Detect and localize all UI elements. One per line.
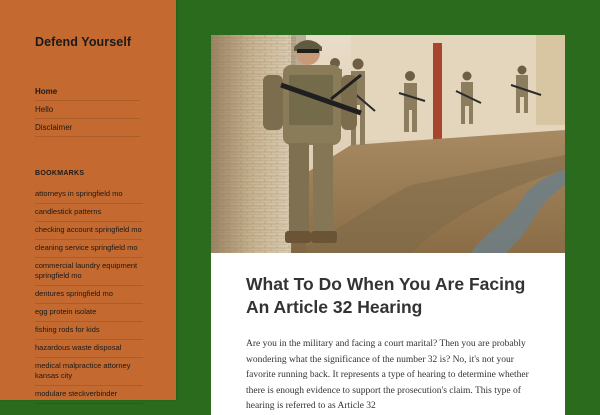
bookmark-link[interactable]: checking account springfield mo [35, 222, 143, 240]
site-title[interactable]: Defend Yourself [35, 35, 132, 49]
post-title[interactable]: What To Do When You Are Facing An Article 32 Hearing [246, 274, 526, 317]
bookmarks-heading: BOOKMARKS [35, 170, 85, 177]
bookmark-link[interactable]: attorneys in springfield mo [35, 186, 143, 204]
post-card [211, 35, 565, 415]
bookmark-link[interactable]: candlestick patterns [35, 204, 143, 222]
bookmark-link[interactable]: dentures springfield mo [35, 286, 143, 304]
post-excerpt: Are you in the military and facing a court marital? Then you are probably wondering what the significance of the number 32 is? No, it's not your favorite running back. It represents a type of hearing to determine whether there is enough evidence to support the prosecution's claim. This type of hearing is referred to as Article 32 [246, 339, 529, 411]
bookmark-link[interactable]: medical malpractice attorney kansas city [35, 358, 143, 386]
nav-item-disclaimer[interactable]: Disclaimer [35, 119, 140, 137]
main-navigation [35, 83, 140, 137]
bookmark-link[interactable]: hazardous waste disposal [35, 340, 143, 358]
bookmarks-list [35, 186, 143, 404]
post-featured-image[interactable] [211, 35, 565, 253]
bookmark-link[interactable]: egg protein isolate [35, 304, 143, 322]
bookmark-link[interactable]: fishing rods for kids [35, 322, 143, 340]
bookmark-link[interactable]: cleaning service springfield mo [35, 240, 143, 258]
bookmark-link[interactable]: commercial laundry equipment springfield mo [35, 258, 143, 286]
bookmark-link[interactable]: modulare steckverbinder [35, 386, 143, 404]
sidebar [0, 0, 176, 400]
nav-item-home[interactable]: Home [35, 83, 140, 101]
nav-item-hello[interactable]: Hello [35, 101, 140, 119]
